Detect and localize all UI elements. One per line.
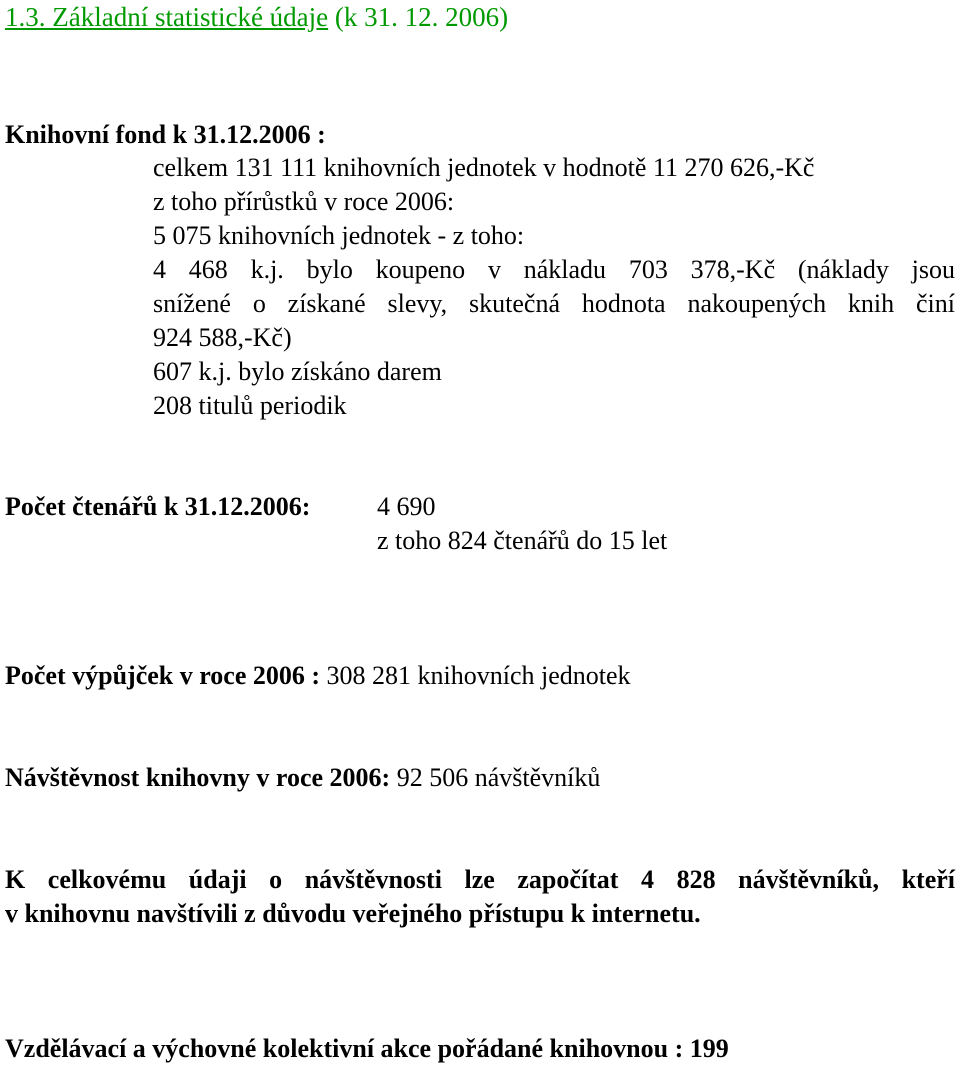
section-heading [5,0,508,34]
events-line: Vzdělávací a výchovné kolektivní akce pořádané knihovnou : 199 [5,1034,729,1063]
fond-discount: snížené o získané slevy, skutečná hodnota nakoupených knih činí [153,289,955,318]
internet-visits-line1: K celkovému údaji o návštěvnosti lze započítat 4 828 návštěvníků, kteří [5,865,955,894]
fond-periodicals: 208 titulů periodik [153,391,347,420]
loans-line [5,659,631,693]
loans-value: 308 281 knihovních jednotek [320,661,631,690]
internet-visits-line2: v knihovnu navštívili z důvodu veřejného přístupu k internetu. [5,899,701,928]
loans-label: Počet výpůjček v roce 2006 : [5,661,321,690]
readers-value: 4 690 [377,492,436,521]
fond-real-value: 924 588,-Kč) [153,323,292,352]
fond-increase: z toho přírůstků v roce 2006: [153,187,455,216]
fond-increase-units: 5 075 knihovních jednotek - z toho: [153,221,525,250]
fond-gift: 607 k.j. bylo získáno darem [153,357,442,386]
section-heading-link: 1.3. Základní statistické údaje [5,2,329,32]
visits-label: Návštěvnost knihovny v roce 2006: [5,763,391,792]
fond-title: Knihovní fond k 31.12.2006 : [5,120,326,149]
readers-children: z toho 824 čtenářů do 15 let [377,526,668,555]
fond-purchased: 4 468 k.j. bylo koupeno v nákladu 703 378,-Kč (náklady jsou [153,255,955,284]
visits-value: 92 506 návštěvníků [390,763,601,792]
visits-line [5,761,600,795]
section-heading-date: (k 31. 12. 2006) [328,2,509,32]
fond-total: celkem 131 111 knihovních jednotek v hodnotě 11 270 626,-Kč [153,153,815,182]
readers-label: Počet čtenářů k 31.12.2006: [5,492,311,521]
